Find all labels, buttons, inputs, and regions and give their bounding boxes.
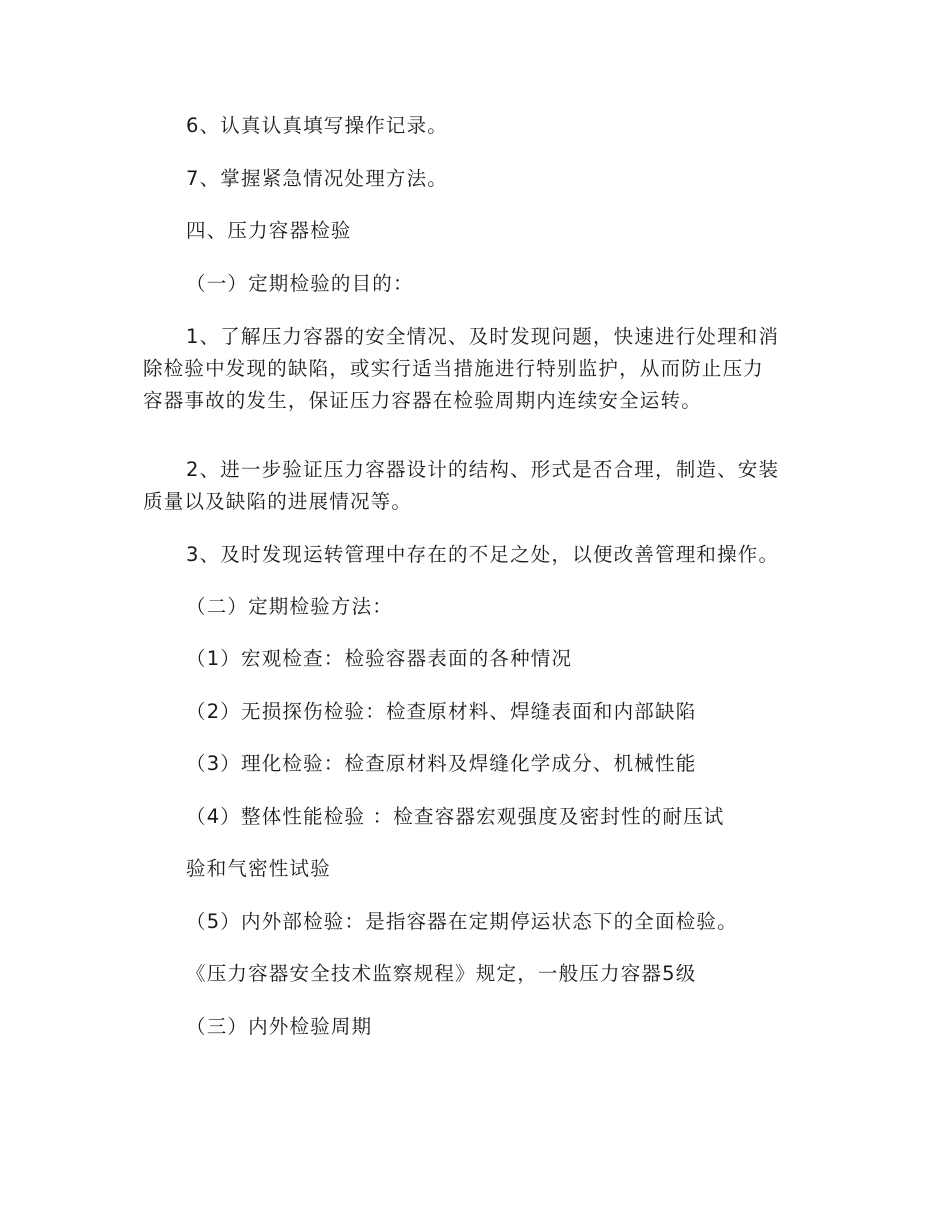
purpose-paragraph-1 — [143, 321, 807, 417]
method-1-text: （1）宏观检查：检验容器表面的各种情况 — [186, 647, 573, 670]
subsection-1-heading: （一）定期检验的目的： — [186, 272, 414, 295]
purpose-1-line-2: 除检验中发现的缺陷，或实行适当措施进行特别监护，从而防止压力 — [143, 357, 765, 380]
purpose-paragraph-2 — [143, 454, 807, 518]
purpose-2-line-1: 2、进一步验证压力容器设计的结构、形式是否合理，制造、安装 — [186, 458, 780, 481]
item-7-text: 7、掌握紧急情况处理方法。 — [186, 167, 449, 190]
purpose-1-line-1: 1、了解压力容器的安全情况、及时发现问题，快速进行处理和消 — [186, 325, 780, 348]
method-4-continuation: 验和气密性试验 — [186, 857, 331, 880]
method-3-text: （3）理化检验：检查原材料及焊缝化学成分、机械性能 — [186, 752, 697, 775]
method-5-text: （5）内外部检验：是指容器在定期停运状态下的全面检验。 — [186, 910, 738, 933]
purpose-3-text: 3、及时发现运转管理中存在的不足之处，以便改善管理和操作。 — [186, 543, 780, 566]
method-2-text: （2）无损探伤检验：检查原材料、焊缝表面和内部缺陷 — [186, 700, 697, 723]
method-4-text: （4）整体性能检验 ：检查容器宏观强度及密封性的耐压试 — [186, 805, 725, 828]
subsection-3-heading: （三）内外检验周期 — [186, 1015, 373, 1038]
purpose-2-line-2: 质量以及缺陷的进展情况等。 — [143, 490, 413, 513]
purpose-1-line-3: 容器事故的发生，保证压力容器在检验周期内连续安全运转。 — [143, 389, 702, 412]
subsection-2-heading: （二）定期检验方法： — [186, 595, 394, 618]
item-6-text: 6、认真认真填写操作记录。 — [186, 114, 449, 137]
section-4-heading: 四、压力容器检验 — [186, 219, 352, 242]
regulation-text: 《压力容器安全技术监察规程》规定，一般压力容器5级 — [186, 962, 697, 985]
